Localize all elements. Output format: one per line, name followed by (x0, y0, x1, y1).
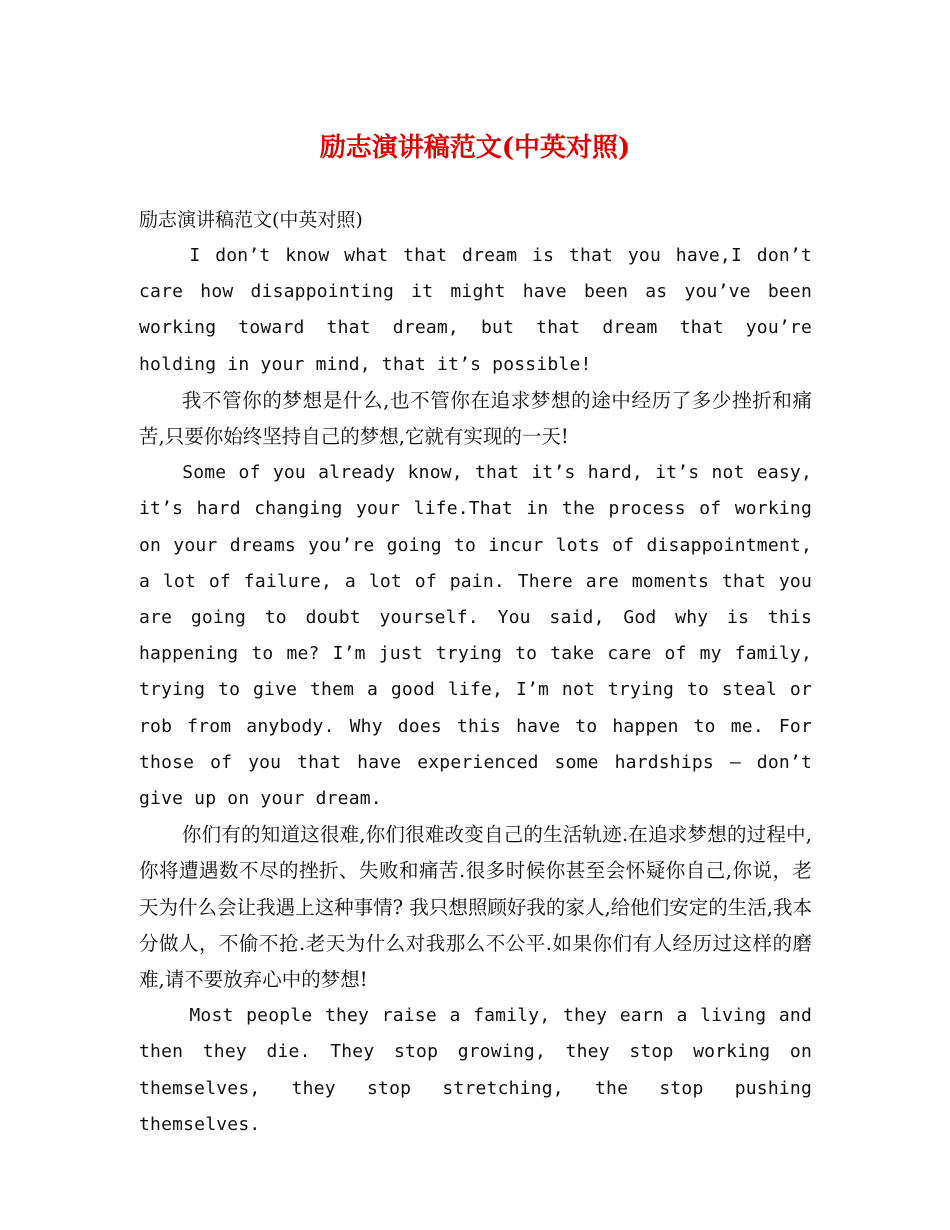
paragraph-cn-1: 我不管你的梦想是什么,也不管你在追求梦想的途中经历了多少挫折和痛苦,只要你始终坚持自己的梦想,它就有实现的一天! (139, 388, 812, 449)
document-body (139, 202, 812, 1143)
document-title: 励志演讲稿范文(中英对照) (319, 133, 631, 163)
paragraph-en-2: Some of you already know, that it’s hard, it’s not easy, it’s hard changing your life.That in the process of working on your dreams you’re going to incur lots of disappointment, a lot of failure, a lot of pain. There are moments that you are going to doubt yourself. You said, God why is this happening to me? I’m just trying to take care of my family, trying to give them a good life, I’m not trying to steal or rob from anybody. Why does this have to happen to me. For those of you that have experienced some hardships – don’t give up on your dream. (139, 462, 812, 810)
document-subtitle: 励志演讲稿范文(中英对照) (139, 209, 363, 231)
paragraph-en-3: Most people they raise a family, they earn a living and then they die. They stop growing, they stop working on themselves, they stop stretching, the stop pushing themselves. (139, 1005, 812, 1135)
paragraph-cn-2: 你们有的知道这很难,你们很难改变自己的生活轨迹.在追求梦想的过程中,你将遭遇数不尽的挫折、失败和痛苦.很多时候你甚至会怀疑你自己,你说，老天为什么会让我遇上这种事情? 我只想照顾好我的家人,给他们安定的生活,我本分做人，不偷不抢.老天为什么对我那么不公平.如果你们有人经历过这样的磨难,请不要放弃心中的梦想! (139, 823, 812, 992)
paragraph-en-1: I don’t know what that dream is that you have,I don’t care how disappointing it might have been as you’ve been working toward that dream, but that dream that you’re holding in your mind, that it’s possible! (139, 245, 812, 375)
